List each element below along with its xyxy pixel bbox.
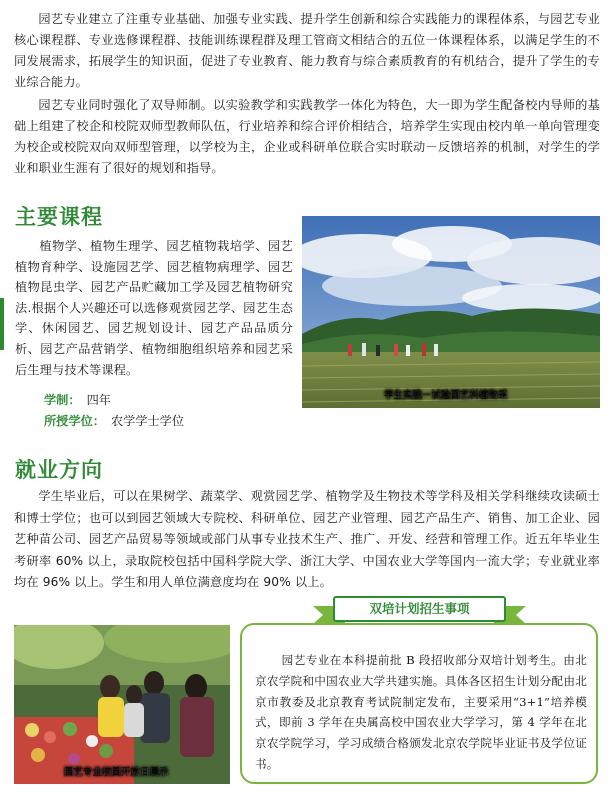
field-photo-caption: 学生实践－试验园艺科植物采 xyxy=(384,390,508,401)
dual-program-paragraph: 园艺专业在本科提前批 B 段招收部分双培计划考生。由北京农学院和中国农业大学共建实施。具体各区招生计划分配由北京市教委及北京教育考试院制定发布，主要采用“3+1”培养模式，即前 3 学年在央属高校中国农业大学学习，第 4 学年在北京农学院学习，学习成绩合格颁发北京农学院毕业证书及学位证书。 xyxy=(255,653,587,771)
field-practice-illustration xyxy=(302,216,600,408)
open-day-photo-caption: 园艺专业校园开放日展示 xyxy=(64,767,169,778)
duration-value: 四年 xyxy=(86,393,111,407)
degree-line xyxy=(44,411,184,431)
intro-paragraph-2: 园艺专业同时强化了双导师制。以实验教学和实践教学一体化为特色，大一即为学生配备校内导师的基础上组建了校企和校院双师型教师队伍，行业培养和综合评价相结合，培养学生实现由校内单一单向管理变为校企或校院双向双师型管理，以学校为主，企业或科研单位联合实时联动－反馈培养的机制，对学生的学业和职业生涯有了很好的规划和指导。 xyxy=(14,98,600,175)
duration-line xyxy=(44,390,111,410)
courses-paragraph: 植物学、植物生理学、园艺植物栽培学、园艺植物育种学、设施园艺学、园艺植物病理学、园艺植物昆虫学、园艺产品贮藏加工学及园艺植物研究法.根据个人兴趣还可以选修观赏园艺学、园艺生态学、休闲园艺、园艺规划设计、园艺产品品质分析、园艺产品营销学、植物细胞组织培养和园艺采后生理与技术等课程。 xyxy=(15,239,293,377)
career-heading: 就业方向 xyxy=(15,458,103,482)
field-practice-photo xyxy=(302,216,600,408)
dual-program-banner xyxy=(313,596,526,628)
open-day-photo xyxy=(14,625,230,784)
open-day-illustration xyxy=(14,625,230,784)
courses-heading: 主要课程 xyxy=(15,205,103,229)
degree-value: 农学学士学位 xyxy=(110,414,185,428)
career-paragraph: 学生毕业后，可以在果树学、蔬菜学、观赏园艺学、植物学及生物技术等学科及相关学科继续攻读硕士和博士学位；也可以到园艺领域大专院校、科研单位、园艺产业管理、园艺产品生产、销售、加工企业、园艺种苗公司、园艺产品贸易等领域或部门从事专业技术生产、推广、开发、经营和管理工作。近五年毕业生考研率 60% 以上，录取院校包括中国科学院大学、浙江大学、中国农业大学等国内一流大学；专业就业率均在 96% 以上。学生和用人单位满意度均在 90% 以上。 xyxy=(14,489,600,589)
degree-label: 所授学位： xyxy=(44,414,105,428)
intro-paragraph-1: 园艺专业建立了注重专业基础、加强专业实践、提升学生创新和综合实践能力的课程体系，与园艺专业核心课程群、专业选修课程群、技能训练课程群及理工管商文相结合的五位一体课程体系，以满足学生的不同发展需求，拓展学生的知识面，促进了专业教育、能力教育与综合素质教育的有机结合，提升了学生的专业综合能力。 xyxy=(14,12,600,89)
dual-program-title: 双培计划招生事项 xyxy=(333,596,506,622)
duration-label: 学制： xyxy=(44,393,81,407)
page-edge-marker xyxy=(0,298,4,350)
